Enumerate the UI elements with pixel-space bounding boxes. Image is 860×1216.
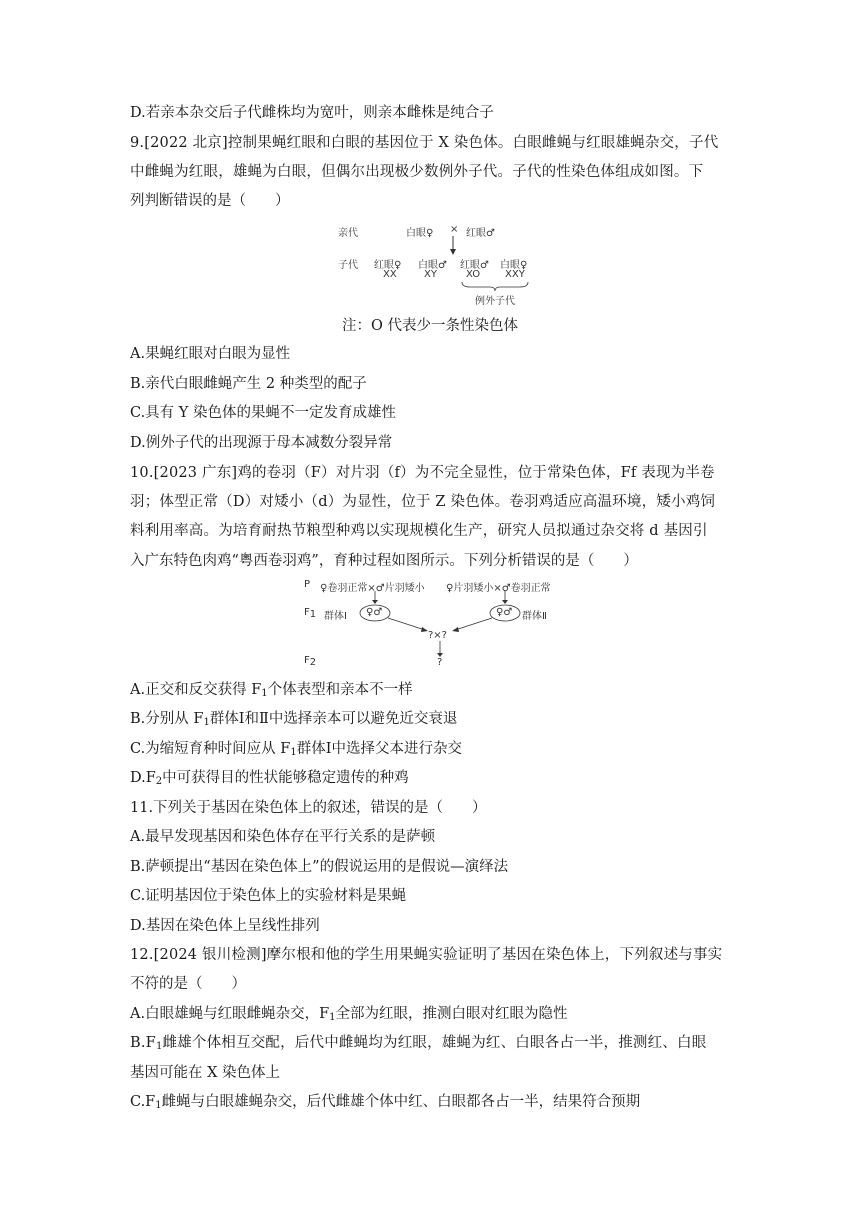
parent-generation-label: 亲代 [338, 228, 358, 239]
q12-stem-line-1: 12.[2024 银川检测]摩尔根和他的学生用果蝇实验证明了基因在染色体上，下列叙述与事实 [130, 947, 723, 963]
q10-stem-line-1: 10.[2023 广东]鸡的卷羽（F）对片羽（f）为不完全显性，位于常染色体，Ff 表现为半卷 [130, 465, 715, 481]
down-arrow-icon [448, 236, 458, 256]
q11-option-d: D.基因在染色体上呈线性排列 [130, 918, 320, 934]
exception-offspring-label: 例外子代 [475, 296, 515, 307]
exception-brace [460, 280, 530, 292]
child-pheno-2: 白眼♂ [418, 260, 447, 271]
q10-breeding-figure [300, 575, 570, 670]
parent-male: 红眼♂ [466, 228, 495, 239]
q11-stem: 11.下列关于基因在染色体上的叙述，错误的是（ ） [130, 800, 487, 816]
q12-option-c: $C.F_1$雌蝇与白眼雄蝇杂交，后代雌雄个体中红、白眼都各占一半，结果符合预期 [130, 1094, 641, 1111]
q10-stem-line-2: 羽；体型正常（D）对矮小（d）为显性，位于 Z 染色体。卷羽鸡适应高温环境，矮小鸡饲 [130, 494, 716, 510]
q8-option-d: D.若亲本杂交后子代雌株均为宽叶，则亲本雌株是纯合子 [130, 105, 494, 121]
q11-option-a: A.最早发现基因和染色体存在平行关系的是萨顿 [130, 829, 436, 845]
cross-right-label: ♀片羽矮小×♂卷羽正常 [446, 583, 551, 594]
f1-generation-label: $F_1$ [304, 607, 317, 620]
q9-option-d: D.例外子代的出现源于母本减数分裂异常 [130, 435, 393, 451]
q9-pedigree-figure [330, 218, 550, 308]
child-pheno-1: 红眼♀ [374, 260, 402, 271]
f2-result: ? [437, 657, 443, 668]
q10-stem-line-3: 料利用率高。为培育耐热节粮型种鸡以实现规模化生产，研究人员拟通过杂交将 d 基因引 [130, 523, 708, 539]
child-geno-1: XX [383, 269, 397, 280]
cross-symbol: × [450, 224, 459, 235]
cross-left-label: ♀卷羽正常×♂片羽矮小 [320, 583, 425, 594]
f2-generation-label: $F_2$ [304, 655, 317, 668]
q9-stem-line-1: 9.[2022 北京]控制果蝇红眼和白眼的基因位于 X 染色体。白眼雌蝇与红眼雄蝇杂交，子代 [130, 135, 719, 151]
q10-option-a: A.正交和反交获得 $F_1$个体表型和亲本不一样 [130, 682, 413, 699]
group-2-label: 群体Ⅱ [522, 611, 547, 622]
q10-option-b: B.分别从 $F_1$群体Ⅰ和Ⅱ中选择亲本可以避免近交衰退 [130, 711, 458, 728]
q12-option-a: A.白眼雄蝇与红眼雌蝇杂交，$F_1$全部为红眼，推测白眼对红眼为隐性 [130, 1006, 568, 1023]
child-geno-4: XXY [505, 269, 525, 280]
q9-stem-line-2: 中雌蝇为红眼，雄蝇为白眼，但偶尔出现极少数例外子代。子代的性染色体组成如图。下 [130, 164, 704, 180]
q11-option-b: B.萨顿提出“基因在染色体上”的假说运用的是假说—演绎法 [130, 859, 509, 875]
q12-option-b: $B.F_1$雌雄个体相互交配，后代中雌蝇均为红眼，雄蝇为红、白眼各占一半，推测红、白眼 [130, 1035, 707, 1052]
q12-stem-line-2: 不符的是（ ） [130, 976, 246, 992]
q10-option-c: C.为缩短育种时间应从 $F_1$群体Ⅰ中选择父本进行杂交 [130, 741, 462, 758]
group-1-label: 群体Ⅰ [324, 611, 347, 622]
breeding-arrows [300, 575, 570, 670]
group-1-sexes: ♀♂ [366, 607, 383, 618]
f1-cross-label: ?×? [428, 630, 447, 641]
q9-option-c: C.具有 Y 染色体的果蝇不一定发育成雄性 [130, 405, 396, 421]
q10-stem-line-4: 入广东特色肉鸡“粤西卷羽鸡”，育种过程如图所示。下列分析错误的是（ ） [130, 553, 638, 569]
q9-figure-note: 注：O 代表少一条性染色体 [342, 318, 518, 334]
q9-option-a: A.果蝇红眼对白眼为显性 [130, 346, 291, 362]
q12-option-b-cont: 基因可能在 X 染色体上 [130, 1065, 281, 1081]
child-geno-2: XY [424, 269, 437, 280]
q11-option-c: C.证明基因位于染色体上的实验材料是果蝇 [130, 888, 407, 904]
child-geno-3: XO [466, 269, 481, 280]
parent-female: 白眼♀ [406, 228, 434, 239]
q9-option-b: B.亲代白眼雌蝇产生 2 种类型的配子 [130, 376, 367, 392]
p-generation-label: P [304, 579, 311, 590]
child-pheno-4: 白眼♀ [500, 260, 528, 271]
q10-option-d: $D.F_2$中可获得目的性状能够稳定遗传的种鸡 [130, 770, 409, 787]
q9-stem-line-3: 列判断错误的是（ ） [130, 193, 290, 209]
group-2-sexes: ♀♂ [496, 607, 513, 618]
child-pheno-3: 红眼♂ [460, 260, 489, 271]
child-generation-label: 子代 [338, 260, 358, 271]
